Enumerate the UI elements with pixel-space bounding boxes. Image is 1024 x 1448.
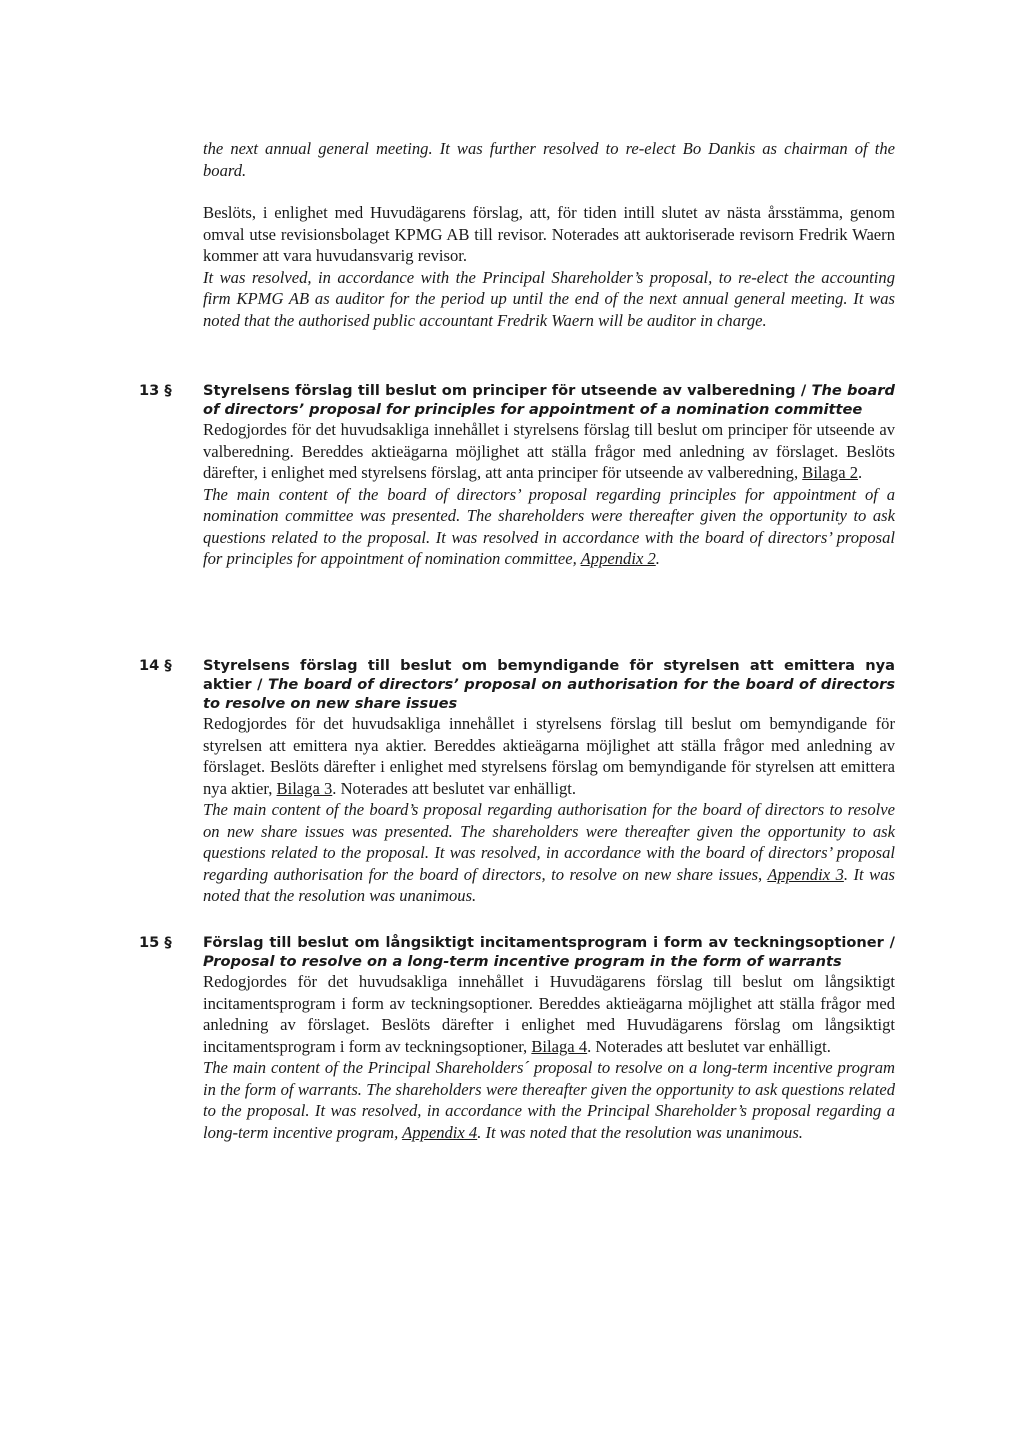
appendix-link-english[interactable]: Appendix 3: [767, 864, 844, 884]
section-english-paragraph: [203, 1057, 895, 1143]
appendix-link-swedish[interactable]: Bilaga 4: [531, 1036, 588, 1056]
english-text: The main content of the board’s proposal regarding authorisation for the board of directors to resolve on new share issues was presented. The shareholders were thereafter given the opportunity to ask questions related to the proposal. It was resolved, in accordance with the board of directors’ proposal regarding authorisation for the board of directors, to resolve on new share issues,: [203, 800, 895, 884]
section-swedish-paragraph: [203, 971, 895, 1057]
appendix-link-english[interactable]: Appendix 2: [580, 549, 656, 568]
english-tail: . It was noted that the resolution was unanimous.: [477, 1122, 803, 1142]
section-heading: [203, 933, 895, 971]
english-tail: . It was noted that the resolution was unanimous.: [203, 864, 895, 905]
intro-swedish-paragraph-2: Beslöts, i enlighet med Huvudägarens förslag, att, för tiden intill slutet av nästa årsstämma, genom omval utse revisionsbolaget KPMG AB till revisor. Noterades att auktoriserade revisorn Fredrik Waern kommer att vara huvudansvarig revisor.: [203, 203, 895, 265]
section-heading-english: The board of directors’ proposal on authorisation for the board of directors to resolve on new share issues: [203, 676, 896, 712]
section-swedish-paragraph: [203, 419, 895, 484]
swedish-tail: . Noterades att beslutet var enhälligt.: [587, 1036, 831, 1056]
intro-english-paragraph-1: the next annual general meeting. It was further resolved to re-elect Bo Dankis as chairman of the board.: [203, 139, 895, 180]
section-heading-swedish: Förslag till beslut om långsiktigt incitamentsprogram i form av teckningsoptioner /: [203, 934, 895, 951]
section-15: [203, 933, 895, 1143]
section-heading-swedish: Styrelsens förslag till beslut om bemyndigande för styrelsen att emittera nya aktier /: [203, 657, 895, 693]
intro-english-paragraph-2: It was resolved, in accordance with the Principal Shareholder’s proposal, to re-elect the accounting firm KPMG AB as auditor for the period up until the end of the next annual general meeting. It was noted that the authorised public accountant Fredrik Waern will be auditor in charge.: [203, 267, 895, 330]
section-heading: [203, 656, 895, 713]
swedish-text: Redogjordes för det huvudsakliga innehållet i Huvudägarens förslag till beslut om långsiktigt incitamentsprogram i form av teckningsoptioner. Bereddes aktieägarna möjlighet att ställa frågor med anledning av förslaget. Beslöts därefter i enlighet med Huvudägarens förslag om långsiktigt incitamentsprogram i form av teckningsoptioner,: [203, 972, 895, 1056]
intro-block: [203, 138, 895, 331]
section-english-paragraph: [203, 799, 895, 907]
section-13: [203, 381, 895, 570]
appendix-link-swedish[interactable]: Bilaga 3: [276, 778, 333, 798]
section-heading-swedish: Styrelsens förslag till beslut om principer för utseende av valberedning /: [203, 382, 812, 399]
english-text: The main content of the board of directors’ proposal regarding principles for appointment of a nomination committee was presented. The shareholders were thereafter given the opportunity to ask questions related to the proposal. It was resolved in accordance with the board of directors’ proposal for principles for appointment of nomination committee,: [203, 484, 895, 568]
section-swedish-paragraph: [203, 713, 895, 799]
section-heading-english: Proposal to resolve on a long-term incentive program in the form of warrants: [203, 953, 842, 970]
section-14: [203, 656, 895, 907]
swedish-tail: .: [858, 463, 863, 482]
appendix-link-swedish[interactable]: Bilaga 2: [802, 463, 859, 482]
section-english-paragraph: [203, 484, 895, 570]
appendix-link-english[interactable]: Appendix 4: [402, 1122, 478, 1142]
section-number: 15 §: [139, 934, 172, 951]
section-number: 13 §: [139, 382, 172, 399]
section-number: 14 §: [139, 657, 172, 674]
swedish-text: Redogjordes för det huvudsakliga innehållet i styrelsens förslag till beslut om principer för utseende av valberedning. Bereddes aktieägarna möjlighet att ställa frågor med anledning av förslaget. Beslöts därefter, i enlighet med styrelsens förslag, att anta principer för utseende av valberedning,: [203, 420, 895, 482]
swedish-text: Redogjordes för det huvudsakliga innehållet i styrelsens förslag till beslut om bemyndigande för styrelsen att emittera nya aktier. Bereddes aktieägarna möjlighet att ställa frågor med anledning av förslaget. Beslöts därefter i enlighet med styrelsens förslag om bemyndigande för styrelsen att emittera nya aktier,: [203, 714, 895, 798]
english-tail: .: [655, 549, 660, 568]
swedish-tail: . Noterades att beslutet var enhälligt.: [332, 778, 577, 798]
section-heading-english: The board of directors’ proposal for principles for appointment of a nomination committee: [203, 382, 895, 418]
english-text: The main content of the Principal Shareholders´ proposal to resolve on a long-term incentive program in the form of warrants. The shareholders were thereafter given the opportunity to ask questions related to the proposal. It was resolved, in accordance with the Principal Shareholder’s proposal regarding a long-term incentive program,: [203, 1058, 895, 1142]
section-heading: [203, 381, 895, 419]
